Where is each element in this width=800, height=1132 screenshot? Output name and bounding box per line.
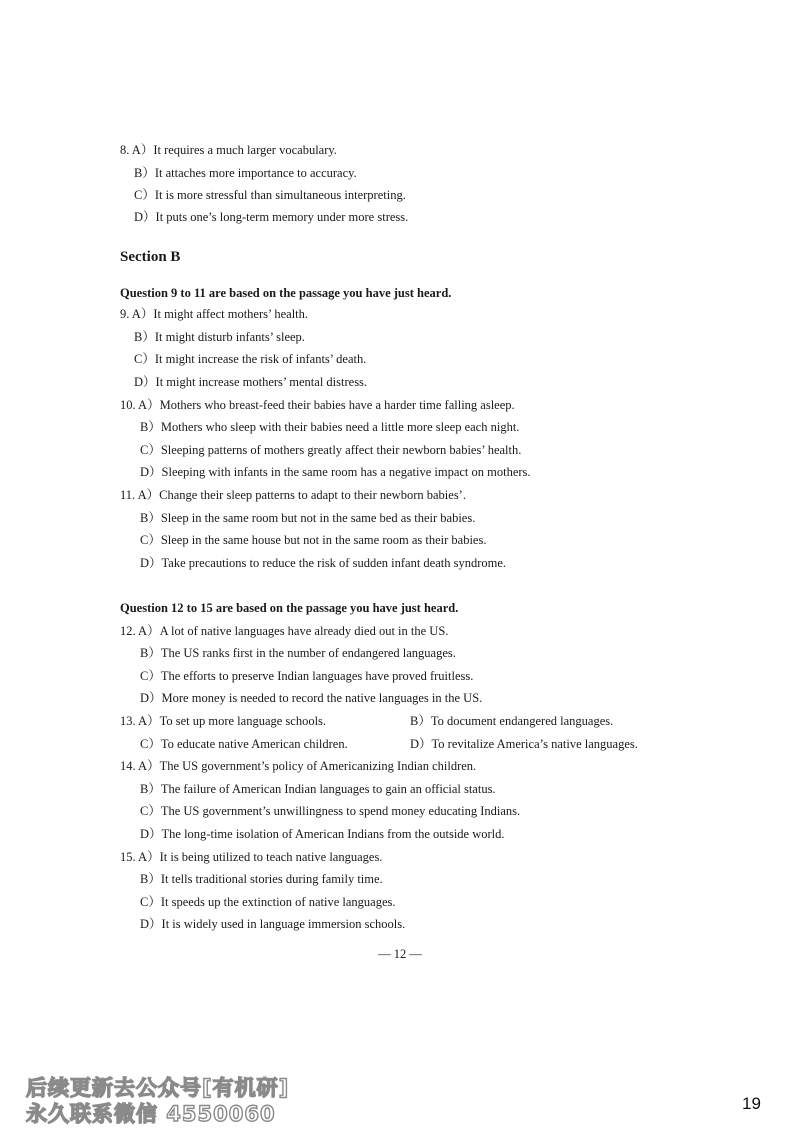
watermark-line-1: 后续更新去公众号[有机研]: [26, 1076, 290, 1100]
q13-option-a: 13. A）To set up more language schools.: [120, 714, 327, 728]
q12-option-a: 12. A）A lot of native languages have already died out in the US.: [120, 624, 449, 638]
q11-option-b: B）Sleep in the same room but not in the same bed as their babies.: [140, 511, 476, 525]
q9-option-d: D）It might increase mothers’ mental distress.: [134, 375, 368, 389]
q14-option-c: C）The US government’s unwillingness to spend money educating Indians.: [140, 804, 521, 818]
q8-option-d: D）It puts one’s long-term memory under more stress.: [134, 210, 409, 224]
q15-option-b: B）It tells traditional stories during family time.: [140, 872, 383, 886]
q9-option-a: 9. A）It might affect mothers’ health.: [120, 307, 309, 321]
q15-option-d: D）It is widely used in language immersion schools.: [140, 917, 406, 931]
q15-option-a: 15. A）It is being utilized to teach native languages.: [120, 850, 383, 864]
q12-option-b: B）The US ranks first in the number of endangered languages.: [140, 646, 456, 660]
q9-option-b: B）It might disturb infants’ sleep.: [134, 330, 305, 344]
q14-option-a: 14. A）The US government’s policy of Americanizing Indian children.: [120, 759, 477, 773]
q10-option-c: C）Sleeping patterns of mothers greatly affect their newborn babies’ health.: [140, 443, 522, 457]
corner-page-number: 19: [742, 1094, 761, 1113]
q12-option-d: D）More money is needed to record the native languages in the US.: [140, 691, 483, 705]
q13-option-b: B）To document endangered languages.: [410, 714, 614, 728]
q11-option-a: 11. A）Change their sleep patterns to adapt to their newborn babies’.: [120, 488, 466, 502]
q14-option-d: D）The long-time isolation of American Indians from the outside world.: [140, 827, 505, 841]
q15-option-c: C）It speeds up the extinction of native languages.: [140, 895, 396, 909]
q11-option-d: D）Take precautions to reduce the risk of sudden infant death syndrome.: [140, 556, 507, 570]
group1-heading: Question 9 to 11 are based on the passage you have just heard.: [120, 286, 452, 300]
page-number: — 12 —: [378, 947, 422, 961]
q8-option-b: B）It attaches more importance to accuracy.: [134, 166, 357, 180]
q13-option-d: D）To revitalize America’s native languages.: [410, 737, 638, 751]
q10-option-b: B）Mothers who sleep with their babies need a little more sleep each night.: [140, 420, 520, 434]
group2-heading: Question 12 to 15 are based on the passage you have just heard.: [120, 601, 459, 615]
q8-option-a: 8. A）It requires a much larger vocabulary.: [120, 143, 337, 157]
q11-option-c: C）Sleep in the same house but not in the same room as their babies.: [140, 533, 487, 547]
watermark-line-2: 永久联系微信 4550060: [26, 1102, 276, 1126]
section-b-heading: Section B: [120, 249, 181, 265]
q14-option-b: B）The failure of American Indian languages to gain an official status.: [140, 782, 496, 796]
q13-option-c: C）To educate native American children.: [140, 737, 348, 751]
q9-option-c: C）It might increase the risk of infants’ death.: [134, 352, 367, 366]
q8-option-c: C）It is more stressful than simultaneous interpreting.: [134, 188, 406, 202]
q10-option-d: D）Sleeping with infants in the same room has a negative impact on mothers.: [140, 465, 531, 479]
q12-option-c: C）The efforts to preserve Indian languages have proved fruitless.: [140, 669, 474, 683]
q10-option-a: 10. A）Mothers who breast-feed their babies have a harder time falling asleep.: [120, 398, 515, 412]
